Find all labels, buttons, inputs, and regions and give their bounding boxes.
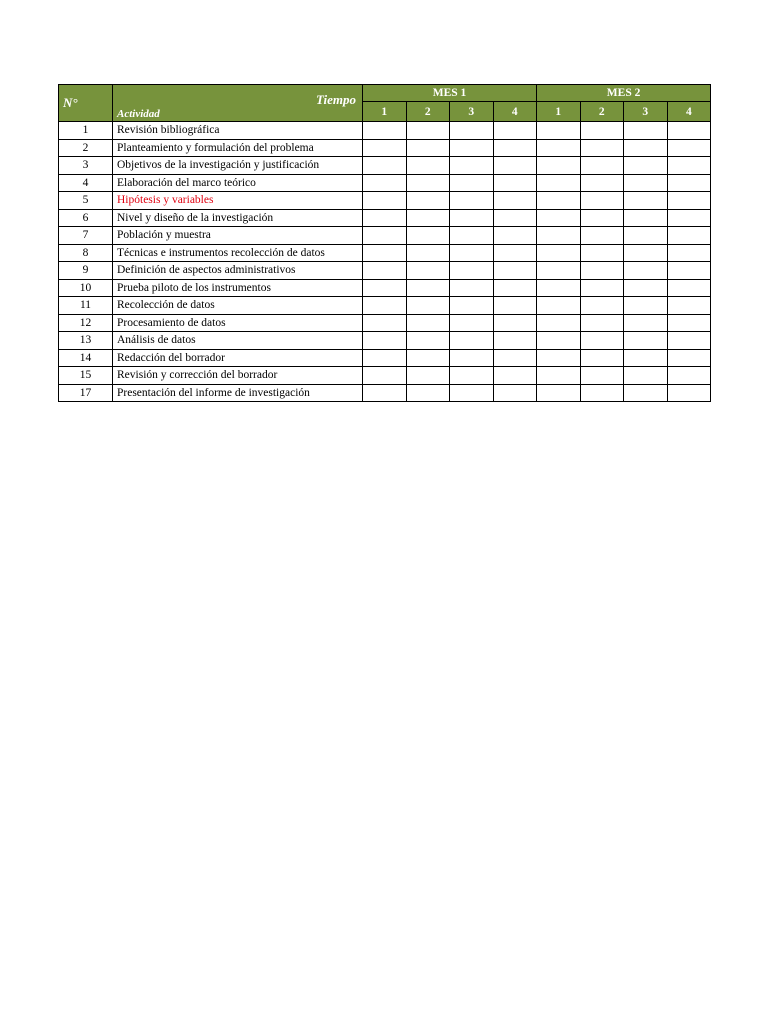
- row-number: 15: [59, 367, 113, 385]
- schedule-cell[interactable]: [624, 279, 668, 297]
- schedule-cell[interactable]: [450, 209, 494, 227]
- schedule-cell[interactable]: [667, 157, 711, 175]
- activity-name: Revisión y corrección del borrador: [113, 367, 363, 385]
- schedule-cell[interactable]: [537, 314, 581, 332]
- schedule-cell[interactable]: [363, 297, 407, 315]
- table-row: [59, 174, 711, 192]
- schedule-cell[interactable]: [537, 332, 581, 350]
- table-row: [59, 297, 711, 315]
- schedule-cell[interactable]: [406, 279, 450, 297]
- schedule-cell[interactable]: [493, 367, 537, 385]
- schedule-cell[interactable]: [363, 139, 407, 157]
- schedule-cell[interactable]: [363, 332, 407, 350]
- schedule-cell[interactable]: [624, 192, 668, 210]
- schedule-cell[interactable]: [624, 349, 668, 367]
- row-number: 13: [59, 332, 113, 350]
- schedule-cell[interactable]: [363, 209, 407, 227]
- schedule-cell[interactable]: [406, 367, 450, 385]
- table-row: [59, 139, 711, 157]
- schedule-cell[interactable]: [450, 297, 494, 315]
- table-row: [59, 262, 711, 280]
- schedule-cell[interactable]: [667, 209, 711, 227]
- schedule-cell[interactable]: [580, 297, 624, 315]
- table-row: [59, 279, 711, 297]
- schedule-cell[interactable]: [580, 209, 624, 227]
- table-row: [59, 314, 711, 332]
- schedule-cell[interactable]: [406, 244, 450, 262]
- schedule-cell[interactable]: [363, 367, 407, 385]
- activity-name: Prueba piloto de los instrumentos: [113, 279, 363, 297]
- table-row: [59, 157, 711, 175]
- schedule-cell[interactable]: [493, 139, 537, 157]
- schedule-cell[interactable]: [537, 192, 581, 210]
- week-header: 4: [493, 102, 537, 122]
- schedule-cell[interactable]: [493, 314, 537, 332]
- month-header-2: MES 2: [537, 85, 711, 102]
- week-header: 3: [624, 102, 668, 122]
- row-number: 4: [59, 174, 113, 192]
- schedule-cell[interactable]: [406, 174, 450, 192]
- schedule-cell[interactable]: [624, 174, 668, 192]
- schedule-cell[interactable]: [624, 157, 668, 175]
- schedule-cell[interactable]: [537, 174, 581, 192]
- schedule-cell[interactable]: [667, 122, 711, 140]
- schedule-cell[interactable]: [493, 174, 537, 192]
- activity-name: Definición de aspectos administrativos: [113, 262, 363, 280]
- row-number: 3: [59, 157, 113, 175]
- schedule-cell[interactable]: [667, 367, 711, 385]
- schedule-cell[interactable]: [406, 122, 450, 140]
- schedule-cell[interactable]: [667, 349, 711, 367]
- schedule-cell[interactable]: [580, 367, 624, 385]
- schedule-cell[interactable]: [580, 139, 624, 157]
- row-number: 14: [59, 349, 113, 367]
- schedule-cell[interactable]: [493, 332, 537, 350]
- schedule-cell[interactable]: [406, 384, 450, 402]
- week-header: 1: [363, 102, 407, 122]
- schedule-cell[interactable]: [624, 297, 668, 315]
- table-row: [59, 122, 711, 140]
- activity-name: Planteamiento y formulación del problema: [113, 139, 363, 157]
- header-row-months: [59, 85, 711, 102]
- schedule-cell[interactable]: [493, 192, 537, 210]
- schedule-body: [59, 122, 711, 402]
- schedule-cell[interactable]: [537, 349, 581, 367]
- schedule-cell[interactable]: [493, 157, 537, 175]
- schedule-cell[interactable]: [450, 349, 494, 367]
- activity-name: Recolección de datos: [113, 297, 363, 315]
- schedule-cell[interactable]: [667, 279, 711, 297]
- week-header: 4: [667, 102, 711, 122]
- activity-schedule-table: [58, 84, 711, 402]
- row-number: 17: [59, 384, 113, 402]
- schedule-cell[interactable]: [624, 262, 668, 280]
- table-row: [59, 227, 711, 245]
- row-number: 8: [59, 244, 113, 262]
- schedule-cell[interactable]: [363, 244, 407, 262]
- row-number: 5: [59, 192, 113, 210]
- activity-name: Revisión bibliográfica: [113, 122, 363, 140]
- week-header: 1: [537, 102, 581, 122]
- schedule-cell[interactable]: [537, 297, 581, 315]
- schedule-cell[interactable]: [537, 262, 581, 280]
- schedule-cell[interactable]: [363, 192, 407, 210]
- schedule-cell[interactable]: [450, 367, 494, 385]
- schedule-cell[interactable]: [406, 349, 450, 367]
- row-number: 11: [59, 297, 113, 315]
- schedule-cell[interactable]: [406, 192, 450, 210]
- row-number: 6: [59, 209, 113, 227]
- schedule-cell[interactable]: [580, 279, 624, 297]
- schedule-cell[interactable]: [667, 262, 711, 280]
- schedule-cell[interactable]: [493, 122, 537, 140]
- schedule-cell[interactable]: [667, 297, 711, 315]
- schedule-cell[interactable]: [667, 244, 711, 262]
- row-number: 12: [59, 314, 113, 332]
- schedule-cell[interactable]: [363, 314, 407, 332]
- schedule-cell[interactable]: [624, 332, 668, 350]
- activity-name: Hipótesis y variables: [113, 192, 363, 210]
- schedule-cell[interactable]: [537, 139, 581, 157]
- schedule-cell[interactable]: [580, 314, 624, 332]
- schedule-cell[interactable]: [580, 174, 624, 192]
- schedule-cell[interactable]: [363, 262, 407, 280]
- schedule-cell[interactable]: [537, 122, 581, 140]
- schedule-cell[interactable]: [493, 349, 537, 367]
- schedule-cell[interactable]: [450, 314, 494, 332]
- schedule-cell[interactable]: [580, 122, 624, 140]
- schedule-cell[interactable]: [624, 384, 668, 402]
- week-header: 2: [580, 102, 624, 122]
- row-number: 7: [59, 227, 113, 245]
- schedule-cell[interactable]: [450, 332, 494, 350]
- schedule-cell[interactable]: [580, 157, 624, 175]
- schedule-cell[interactable]: [363, 227, 407, 245]
- schedule-cell[interactable]: [624, 244, 668, 262]
- schedule-cell[interactable]: [450, 139, 494, 157]
- schedule-cell[interactable]: [580, 244, 624, 262]
- schedule-cell[interactable]: [363, 349, 407, 367]
- schedule-cell[interactable]: [406, 227, 450, 245]
- schedule-cell[interactable]: [363, 384, 407, 402]
- schedule-cell[interactable]: [493, 262, 537, 280]
- schedule-cell[interactable]: [537, 227, 581, 245]
- schedule-cell[interactable]: [537, 244, 581, 262]
- week-header: 2: [406, 102, 450, 122]
- schedule-cell[interactable]: [624, 227, 668, 245]
- activity-name: Técnicas e instrumentos recolección de datos: [113, 244, 363, 262]
- activity-name: Presentación del informe de investigación: [113, 384, 363, 402]
- actividad-label: Actividad: [117, 108, 160, 120]
- schedule-cell[interactable]: [493, 384, 537, 402]
- schedule-cell[interactable]: [450, 174, 494, 192]
- activity-name: Elaboración del marco teórico: [113, 174, 363, 192]
- schedule-cell[interactable]: [406, 157, 450, 175]
- week-header: 3: [450, 102, 494, 122]
- activity-name: Población y muestra: [113, 227, 363, 245]
- schedule-cell[interactable]: [667, 314, 711, 332]
- schedule-cell[interactable]: [537, 384, 581, 402]
- schedule-cell[interactable]: [537, 209, 581, 227]
- schedule-cell[interactable]: [450, 244, 494, 262]
- schedule-cell[interactable]: [450, 384, 494, 402]
- schedule-cell[interactable]: [406, 297, 450, 315]
- month-header-1: MES 1: [363, 85, 537, 102]
- table-row: [59, 209, 711, 227]
- schedule-cell[interactable]: [450, 122, 494, 140]
- schedule-cell[interactable]: [450, 157, 494, 175]
- schedule-cell[interactable]: [624, 314, 668, 332]
- table-row: [59, 192, 711, 210]
- row-number: 10: [59, 279, 113, 297]
- schedule-cell[interactable]: [580, 384, 624, 402]
- schedule-cell[interactable]: [363, 174, 407, 192]
- schedule-cell[interactable]: [406, 314, 450, 332]
- schedule-cell[interactable]: [667, 174, 711, 192]
- table-row: [59, 367, 711, 385]
- table-row: [59, 244, 711, 262]
- schedule-cell[interactable]: [537, 157, 581, 175]
- table-row: [59, 332, 711, 350]
- table-row: [59, 349, 711, 367]
- table-row: [59, 384, 711, 402]
- schedule-cell[interactable]: [450, 279, 494, 297]
- column-header-activity: [113, 85, 363, 122]
- schedule-cell[interactable]: [406, 139, 450, 157]
- schedule-cell[interactable]: [450, 262, 494, 280]
- schedule-cell[interactable]: [580, 227, 624, 245]
- schedule-cell[interactable]: [450, 192, 494, 210]
- schedule-cell[interactable]: [363, 122, 407, 140]
- schedule-cell[interactable]: [406, 332, 450, 350]
- schedule-cell[interactable]: [667, 384, 711, 402]
- schedule-cell[interactable]: [537, 279, 581, 297]
- schedule-cell[interactable]: [537, 367, 581, 385]
- schedule-cell[interactable]: [493, 227, 537, 245]
- schedule-cell[interactable]: [493, 209, 537, 227]
- schedule-cell[interactable]: [580, 349, 624, 367]
- schedule-cell[interactable]: [493, 244, 537, 262]
- activity-name: Objetivos de la investigación y justificación: [113, 157, 363, 175]
- schedule-cell[interactable]: [624, 139, 668, 157]
- schedule-cell[interactable]: [580, 262, 624, 280]
- row-number: 9: [59, 262, 113, 280]
- schedule-cell[interactable]: [667, 192, 711, 210]
- column-header-number: N°: [59, 85, 113, 122]
- tiempo-label: Tiempo: [316, 92, 356, 107]
- schedule-cell[interactable]: [624, 209, 668, 227]
- schedule-cell[interactable]: [406, 262, 450, 280]
- schedule-cell[interactable]: [624, 122, 668, 140]
- activity-name: Redacción del borrador: [113, 349, 363, 367]
- schedule-cell[interactable]: [580, 192, 624, 210]
- schedule-cell[interactable]: [667, 332, 711, 350]
- schedule-cell[interactable]: [363, 157, 407, 175]
- activity-name: Procesamiento de datos: [113, 314, 363, 332]
- schedule-cell[interactable]: [450, 227, 494, 245]
- row-number: 2: [59, 139, 113, 157]
- activity-name: Análisis de datos: [113, 332, 363, 350]
- schedule-cell[interactable]: [667, 139, 711, 157]
- schedule-cell[interactable]: [580, 332, 624, 350]
- row-number: 1: [59, 122, 113, 140]
- activity-name: Nivel y diseño de la investigación: [113, 209, 363, 227]
- schedule-cell[interactable]: [624, 367, 668, 385]
- schedule-cell[interactable]: [493, 279, 537, 297]
- schedule-cell[interactable]: [363, 279, 407, 297]
- schedule-cell[interactable]: [667, 227, 711, 245]
- schedule-cell[interactable]: [493, 297, 537, 315]
- schedule-cell[interactable]: [406, 209, 450, 227]
